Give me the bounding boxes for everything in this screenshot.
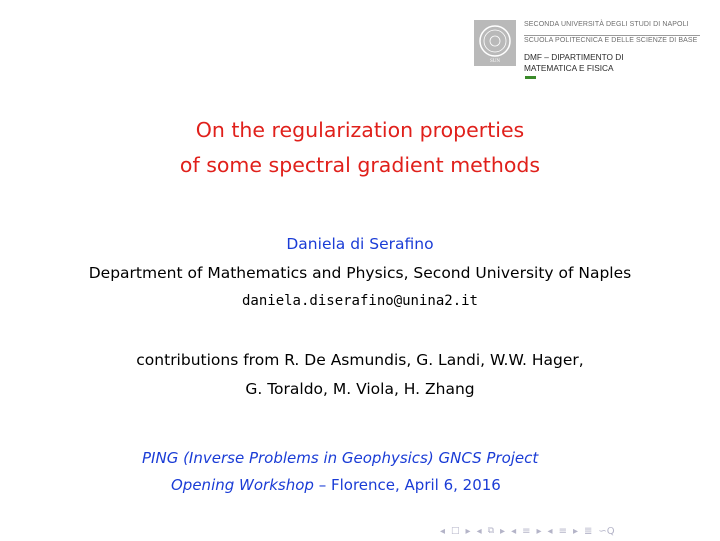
contributions-line1: contributions from R. De Asmundis, G. Landi, W.W. Hager, xyxy=(136,351,584,369)
workshop-place-date: Florence, April 6, 2016 xyxy=(330,476,501,494)
author-name: Daniela di Serafino xyxy=(286,235,434,253)
beamer-navigation-bar xyxy=(440,525,615,537)
seal-label: SUN xyxy=(489,59,501,64)
title-line2: of some spectral gradient methods xyxy=(179,153,541,177)
nav-slide-right-icon[interactable]: ▸ xyxy=(465,525,471,537)
nav-frame-icon[interactable]: ⧉ xyxy=(487,526,495,536)
department-line2: MATEMATICA E FISICA xyxy=(524,63,614,73)
department-line1: DMF – DIPARTIMENTO DI xyxy=(524,52,624,62)
school-name: SCUOLA POLITECNICA E DELLE SCIENZE DI BASE xyxy=(524,37,698,44)
nav-frame-left-icon[interactable]: ◂ xyxy=(476,525,482,537)
nav-slide-icon[interactable]: □ xyxy=(451,526,460,536)
project-name: PING (Inverse Problems in Geophysics) GNCS Project xyxy=(142,449,539,467)
university-name: SECONDA UNIVERSITÀ DEGLI STUDI DI NAPOLI xyxy=(524,21,689,28)
logo-accent-bar xyxy=(525,76,536,79)
author-affiliation: Department of Mathematics and Physics, Second University of Naples xyxy=(88,264,632,282)
nav-section-left-icon[interactable]: ◂ xyxy=(511,525,517,537)
nav-frame-right-icon[interactable]: ▸ xyxy=(500,525,506,537)
nav-subsection-left-icon[interactable]: ◂ xyxy=(547,525,553,537)
nav-subsection-right-icon[interactable]: ▸ xyxy=(572,525,578,537)
workshop-dash: – xyxy=(318,476,327,494)
nav-section-right-icon[interactable]: ▸ xyxy=(536,525,542,537)
logo-divider xyxy=(524,35,700,36)
contributions-line2: G. Toraldo, M. Viola, H. Zhang xyxy=(245,380,475,398)
nav-subsection-icon[interactable]: ≡ xyxy=(558,525,567,537)
nav-section-icon[interactable]: ≡ xyxy=(522,525,531,537)
workshop-name: Opening Workshop xyxy=(171,476,314,494)
author-email: daniela.diserafino@unina2.it xyxy=(241,293,478,309)
university-seal-logo xyxy=(474,20,516,66)
title-line1: On the regularization properties xyxy=(195,118,525,142)
nav-search-icon[interactable]: ∽Q xyxy=(598,525,615,537)
nav-align-icon[interactable]: ≣ xyxy=(583,525,593,537)
nav-slide-left-icon[interactable]: ◂ xyxy=(440,525,446,537)
workshop-line xyxy=(171,476,501,494)
